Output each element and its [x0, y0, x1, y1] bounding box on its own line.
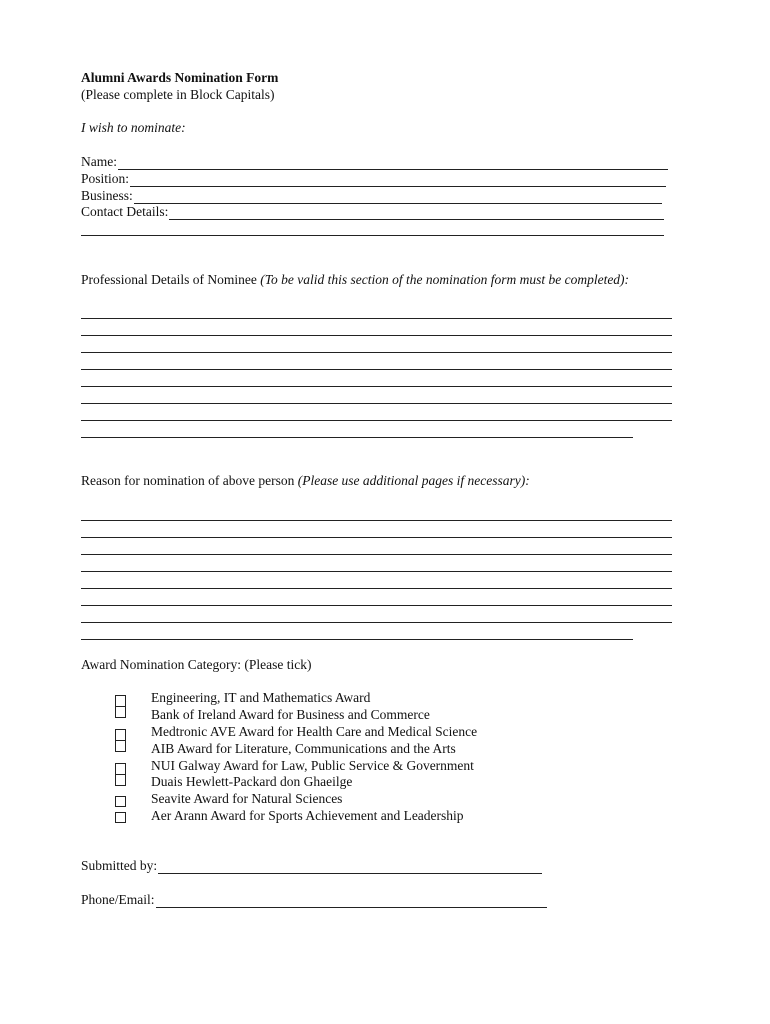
reason-line-6[interactable]	[81, 605, 672, 606]
reason-line-1[interactable]	[81, 520, 672, 521]
form-title: Alumni Awards Nomination Form	[81, 70, 279, 85]
contact-details-extra-line[interactable]	[81, 235, 664, 236]
category-option-4: AIB Award for Literature, Communications and the Arts	[151, 741, 456, 756]
professional-line-4[interactable]	[81, 369, 672, 370]
name-field[interactable]	[81, 154, 668, 170]
reason-line-2[interactable]	[81, 537, 672, 538]
reason-line-3[interactable]	[81, 554, 672, 555]
professional-line-2[interactable]	[81, 335, 672, 336]
phone-email-line[interactable]	[156, 894, 548, 908]
intro-text: I wish to nominate:	[81, 120, 186, 135]
reason-line-7[interactable]	[81, 622, 672, 623]
category-heading: Award Nomination Category: (Please tick)	[81, 657, 312, 672]
position-label: Position:	[81, 171, 130, 186]
category-checkbox-2[interactable]	[115, 706, 126, 718]
professional-line-5[interactable]	[81, 386, 672, 387]
professional-details-note: (To be valid this section of the nomination form must be completed):	[260, 272, 630, 287]
category-option-1: Engineering, IT and Mathematics Award	[151, 690, 371, 705]
category-checkbox-4[interactable]	[115, 740, 126, 752]
reason-label: Reason for nomination of above person	[81, 473, 298, 488]
reason-heading	[81, 473, 530, 489]
category-option-8: Aer Arann Award for Sports Achievement and Leadership	[151, 808, 464, 823]
category-option-2: Bank of Ireland Award for Business and Commerce	[151, 707, 430, 722]
category-option-7: Seavite Award for Natural Sciences	[151, 791, 343, 806]
reason-note: (Please use additional pages if necessary):	[297, 473, 530, 488]
contact-details-label: Contact Details:	[81, 204, 169, 219]
position-line[interactable]	[130, 173, 666, 187]
name-line[interactable]	[118, 156, 668, 170]
position-field[interactable]	[81, 171, 666, 187]
professional-line-6[interactable]	[81, 403, 672, 404]
submitted-by-line[interactable]	[158, 860, 542, 874]
reason-line-5[interactable]	[81, 588, 672, 589]
reason-line-8[interactable]	[81, 639, 633, 640]
form-subtitle: (Please complete in Block Capitals)	[81, 87, 275, 102]
professional-details-label: Professional Details of Nominee	[81, 272, 261, 287]
phone-email-field[interactable]	[81, 892, 547, 908]
business-label: Business:	[81, 188, 133, 203]
category-checkbox-8[interactable]	[115, 812, 126, 823]
submitted-by-field[interactable]	[81, 858, 542, 874]
category-checkbox-6[interactable]	[115, 774, 126, 786]
professional-details-heading	[81, 271, 661, 288]
name-label: Name:	[81, 154, 117, 169]
category-option-3: Medtronic AVE Award for Health Care and Medical Science	[151, 724, 478, 739]
category-checkbox-7[interactable]	[115, 796, 126, 807]
business-field[interactable]	[81, 188, 662, 204]
professional-line-3[interactable]	[81, 352, 672, 353]
professional-line-1[interactable]	[81, 318, 672, 319]
professional-line-7[interactable]	[81, 420, 672, 421]
contact-details-line[interactable]	[169, 206, 664, 220]
category-option-6: Duais Hewlett-Packard don Ghaeilge	[151, 774, 353, 789]
submitted-by-label: Submitted by:	[81, 858, 158, 873]
professional-line-8[interactable]	[81, 437, 633, 438]
reason-line-4[interactable]	[81, 571, 672, 572]
business-line[interactable]	[134, 190, 662, 204]
phone-email-label: Phone/Email:	[81, 892, 155, 907]
category-option-5: NUI Galway Award for Law, Public Service & Government	[151, 758, 474, 773]
contact-details-field[interactable]	[81, 204, 664, 220]
